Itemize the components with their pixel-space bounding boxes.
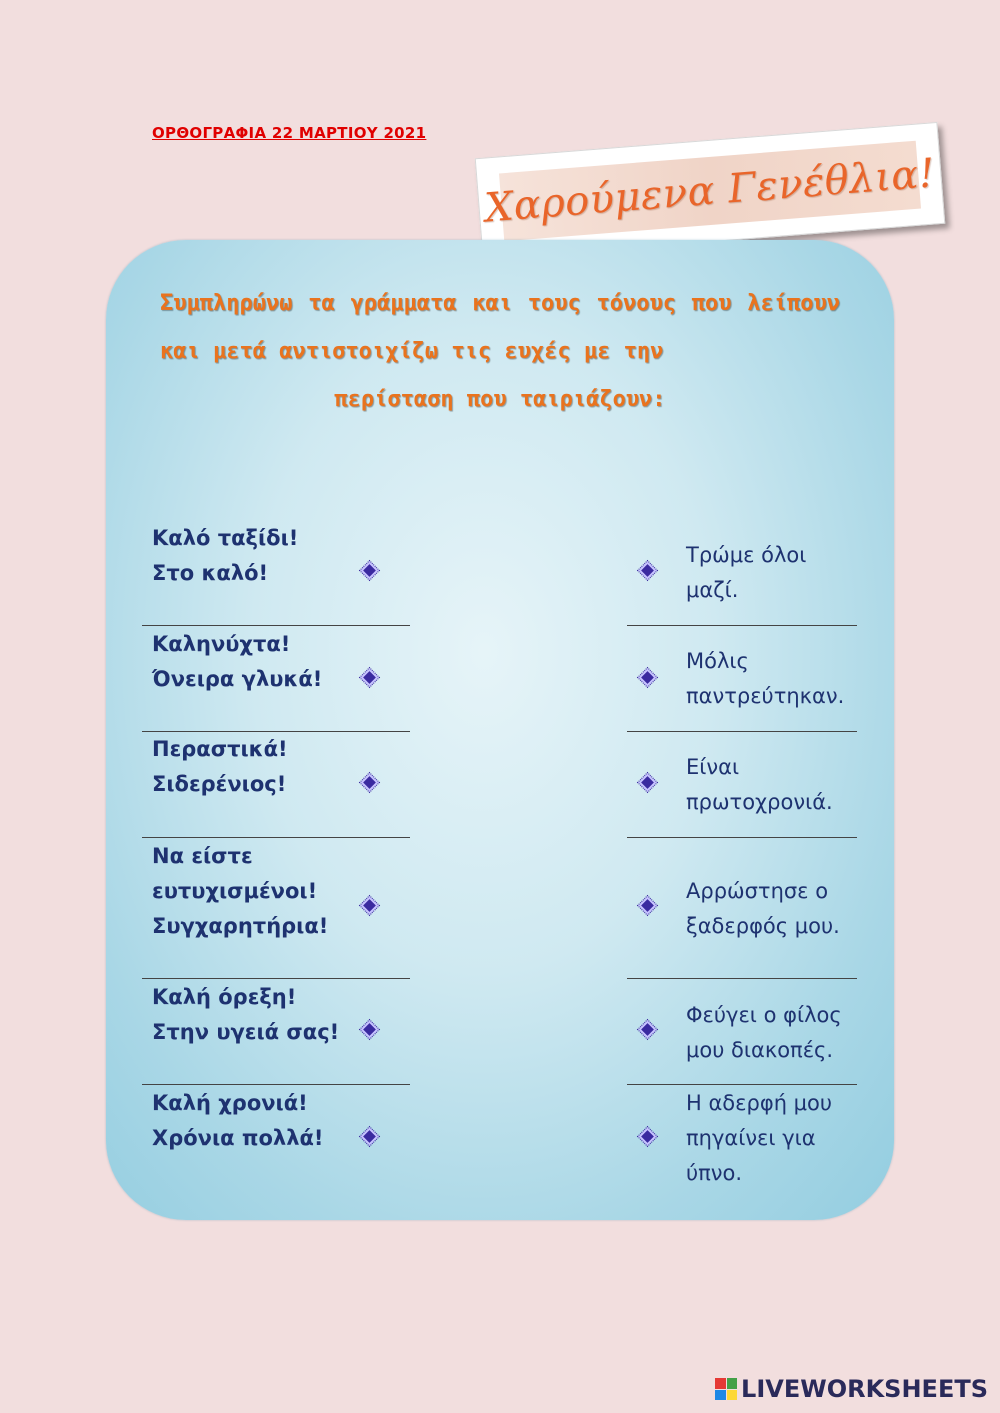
wish-3 [152,732,392,802]
instructions [160,280,840,424]
occasion-3-line-2: πρωτοχρονιά. [686,790,833,814]
occasion-1-line-1: Τρώμε όλοι [686,543,807,567]
wish-6-line-1: Καλή χρονιά! [152,1091,308,1115]
occasion-1-line-2: μαζί. [686,578,739,602]
occasion-3-line-1: Είναι [686,755,740,779]
wish-4-line-1: Να είστε [152,844,253,868]
occasion-5-line-1: Φεύγει ο φίλος [686,1003,842,1027]
wish-2-line-1: Καληνύχτα! [152,632,291,656]
row-divider-left [142,1084,410,1085]
occasion-5-line-2: μου διακοπές. [686,1038,834,1062]
row-divider-left [142,837,410,838]
occasion-6 [686,1086,861,1191]
instructions-line-1: Συμπληρώνω τα γράμματα και τους τόνους που [160,291,732,316]
row-divider-right [627,731,857,732]
wish-5-line-2: Στην υγειά σας! [152,1020,340,1044]
occasion-2-line-2: παντρεύτηκαν. [686,684,845,708]
occasion-1 [686,538,861,608]
wish-1-line-2: Στο καλό! [152,561,269,585]
row-divider-left [142,625,410,626]
occasion-3 [686,750,861,820]
occasion-6-line-1: Η αδερφή μου [686,1091,833,1115]
wish-2-line-2: Όνειρα γλυκά! [152,667,323,691]
wish-3-line-2: Σιδερένιος! [152,772,287,796]
wish-5 [152,980,392,1050]
wish-3-line-1: Περαστικά! [152,737,288,761]
liveworksheets-logo-icon [715,1378,737,1400]
row-divider-right [627,625,857,626]
wish-5-line-1: Καλή όρεξη! [152,985,297,1009]
occasion-4-line-1: Αρρώστησε ο [686,879,829,903]
occasion-4 [686,874,861,944]
occasion-2-line-1: Μόλις [686,649,749,673]
occasion-6-line-3: ύπνο. [686,1161,743,1185]
wish-4 [152,839,392,944]
occasion-4-line-2: ξαδερφός μου. [686,914,840,938]
occasion-5 [686,998,861,1068]
instructions-line-2: λείπουν και μετά αντιστοιχίζω τις ευχές με την [160,291,840,364]
row-divider-right [627,1084,857,1085]
banner-text: Χαρούμενα Γενέθλια! [483,150,937,232]
wish-6 [152,1086,392,1156]
wish-1-line-1: Καλό ταξίδι! [152,526,299,550]
occasion-2 [686,644,861,714]
wish-1 [152,521,392,591]
date-title: ΟΡΘΟΓΡΑΦΙΑ 22 ΜΑΡΤΙΟΥ 2021 [152,124,427,142]
footer-brand[interactable] [715,1375,988,1403]
row-divider-left [142,978,410,979]
wish-4-line-2: ευτυχισμένοι! [152,879,318,903]
occasion-6-line-2: πηγαίνει για [686,1126,816,1150]
instructions-line-3: περίσταση που ταιριάζουν: [334,387,666,412]
wish-2 [152,627,392,697]
row-divider-right [627,978,857,979]
banner-inner [483,141,937,242]
wish-4-line-3: Συγχαρητήρια! [152,914,329,938]
footer-brand-text: LIVEWORKSHEETS [741,1375,988,1403]
wish-6-line-2: Χρόνια πολλά! [152,1126,324,1150]
row-divider-right [627,837,857,838]
